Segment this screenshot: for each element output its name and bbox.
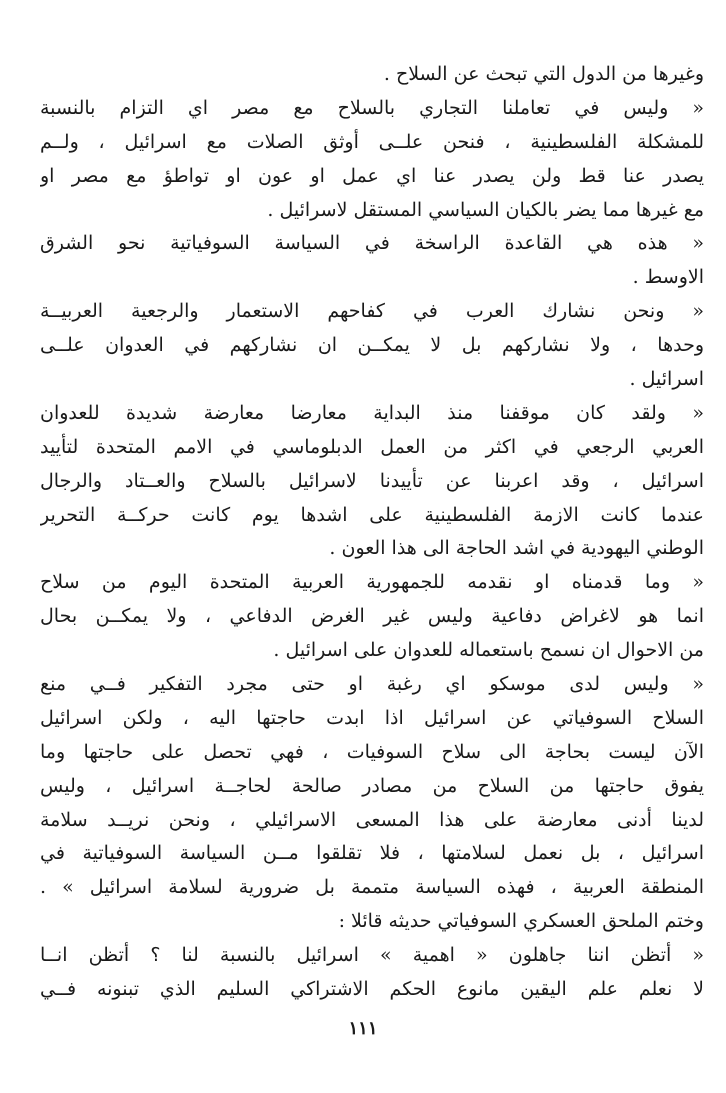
text-line: يفوق حاجتها من السلاح من مصادر صالحة لحاجــة اسرائيل ، وليس [40, 774, 704, 797]
text-line: يصدر عنا قط ولن يصدر عنا اي عمل او عون او تواطؤ مع مصر او [40, 164, 704, 187]
text-line: مع غيرها مما يضر بالكيان السياسي المستقل لاسرائيل . [267, 198, 704, 221]
text-line: « وليس لدى موسكو اي رغبة او حتى مجرد التفكير فــي منع [40, 673, 704, 696]
text-line: وغيرها من الدول التي تبحث عن السلاح . [383, 63, 704, 85]
text-line: « ولقد كان موقفنا منذ البداية معارضا معارضة شديدة للعدوان [40, 401, 704, 424]
text-line: الاوسط . [632, 266, 704, 289]
text-line: لا نعلم علم اليقين مانوع الحكم الاشتراكي السليم الذي تبنونه فــي [40, 978, 704, 1001]
text-line: من الاحوال ان نسمح باستعماله للعدوان على اسرائيل . [273, 639, 704, 662]
page-number: ١١١ [348, 1018, 378, 1039]
text-line: انما هو لاغراض دفاعية وليس غير الغرض الدفاعي ، ولا يمكــن بحال [40, 605, 704, 628]
text-line: وختم الملحق العسكري السوفياتي حديثه قائلا : [338, 910, 704, 933]
text-line: « ونحن نشارك العرب في كفاحهم الاستعمار والرجعية العربيــة [40, 300, 704, 323]
text-line: وحدها ، ولا نشاركهم بل لا يمكــن ان نشاركهم في العدوان علــى [40, 334, 704, 357]
text-line: للمشكلة الفلسطينية ، فنحن علــى أوثق الصلات مع اسرائيل ، ولــم [40, 130, 704, 153]
text-line: اسرائيل . [629, 368, 704, 391]
text-line: عندما كانت الازمة الفلسطينية على اشدها يوم كانت حركــة التحرير [40, 503, 704, 526]
text-line: اسرائيل ، وقد اعربنا عن تأييدنا لاسرائيل بالسلاح والعــتاد والرجال [40, 469, 704, 492]
text-line: « أتظن اننا جاهلون « اهمية » اسرائيل بالنسبة لنا ؟ أتظن انــا [40, 944, 704, 967]
page-body [40, 58, 704, 1007]
text-line: اسرائيل ، بل نعمل لسلامتها ، فلا تقلقوا مــن السياسة السوفياتية في [40, 842, 704, 865]
text-line: الآن ليست بحاجة الى سلاح السوفيات ، فهي تحصل على حاجتها وما [40, 740, 704, 763]
text-line: لدينا أدنى معارضة على هذا المسعى الاسرائيلي ، ونحن نريــد سلامة [40, 808, 704, 831]
text-line: « وليس في تعاملنا التجاري بالسلاح مع مصر اي التزام بالنسبة [40, 96, 704, 119]
text-line: « وما قدمناه او نقدمه للجمهورية العربية المتحدة اليوم من سلاح [40, 571, 704, 594]
text-line: العربي الرجعي في اكثر من العمل الدبلوماسي في الامم المتحدة لتأييد [40, 435, 704, 458]
text-line: السلاح السوفياتي عن اسرائيل اذا ابدت حاجتها اليه ، ولكن اسرائيل [40, 706, 704, 729]
text-line: الوطني اليهودية في اشد الحاجة الى هذا العون . [329, 537, 704, 560]
text-line: « هذه هي القاعدة الراسخة في السياسة السوفياتية نحو الشرق [40, 232, 704, 255]
text-line: المنطقة العربية ، فهذه السياسة متممة بل ضرورية لسلامة اسرائيل » . [40, 876, 704, 899]
